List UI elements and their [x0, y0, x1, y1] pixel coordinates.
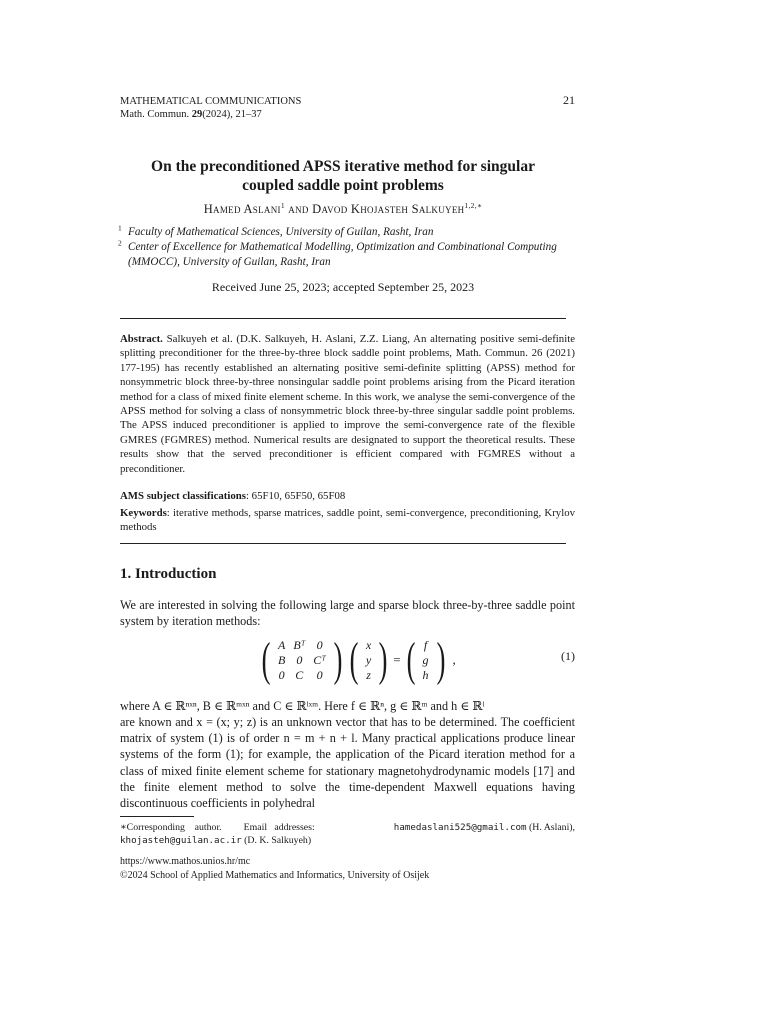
- affiliation-1-text: Faculty of Mathematical Sciences, University of Guilan, Rasht, Iran: [128, 226, 434, 238]
- affiliation-1-num: 1: [118, 223, 122, 233]
- footnote-label: ∗Corresponding author. Email addresses:: [120, 822, 315, 833]
- email-link-1[interactable]: hamedaslani525@gmail.com: [393, 822, 527, 833]
- matrix-cell: C: [295, 667, 304, 682]
- ams-text: : 65F10, 65F50, 65F08: [245, 490, 346, 502]
- affiliation-2-text: Center of Excellence for Mathematical Modelling, Optimization and Combinational Computing (MMOCC), University of Guilan, Rasht, Iran: [128, 241, 557, 268]
- vector-cell: y: [365, 652, 372, 667]
- equation-number: (1): [561, 649, 575, 663]
- ams-label: AMS subject classifications: [120, 490, 246, 502]
- matrix-cell: 0: [278, 667, 285, 682]
- footnote-rule: [120, 816, 194, 817]
- journal-footer: [120, 855, 429, 883]
- affiliation-2: [118, 240, 578, 270]
- abstract-label: Abstract.: [120, 333, 163, 345]
- paper-title: [120, 157, 566, 195]
- footnote-line-2: [120, 834, 575, 847]
- intro-paragraph-1: We are interested in solving the following large and sparse block three-by-three saddle point system by iteration methods:: [120, 598, 575, 629]
- ams-classifications: [120, 489, 575, 503]
- author-2-sup: 1,2,∗: [464, 200, 483, 210]
- matrix-cell: 0: [316, 667, 323, 682]
- affiliation-1: [118, 225, 578, 240]
- vector-table: [419, 638, 433, 683]
- matrix-table: [274, 638, 330, 683]
- page-number: 21: [563, 93, 575, 107]
- author-1-sup: 1: [280, 200, 285, 210]
- right-paren: ): [333, 633, 343, 686]
- citation-prefix: Math. Commun.: [120, 109, 192, 120]
- matrix-cell: Bᵀ: [293, 637, 306, 652]
- keywords-label: Keywords: [120, 507, 167, 519]
- top-divider: [120, 318, 566, 319]
- matrix-cell: Cᵀ: [313, 652, 326, 667]
- volume: 29: [191, 109, 203, 120]
- vector-table: [362, 638, 375, 683]
- citation-suffix: (2024), 21–37: [202, 109, 262, 120]
- keywords-text: : iterative methods, sparse matrices, saddle point, semi-convergence, preconditioning, Krylov methods: [120, 507, 575, 534]
- vector-cell: x: [365, 637, 372, 652]
- affiliations: [118, 225, 578, 270]
- copyright: ©2024 School of Applied Mathematics and Informatics, University of Osijek: [120, 870, 430, 881]
- matrix-cell: 0: [316, 637, 323, 652]
- matrix-cell: B: [277, 652, 286, 667]
- footnote-email-group: [394, 821, 575, 834]
- coefficient-matrix: [258, 633, 346, 686]
- equals-sign: =: [393, 652, 401, 667]
- citation: [120, 108, 301, 121]
- keywords: [120, 506, 575, 535]
- where-line: where A ∈ ℝⁿˣⁿ, B ∈ ℝᵐˣⁿ and C ∈ ℝˡˣᵐ. Here f ∈ ℝⁿ, g ∈ ℝᵐ and h ∈ ℝˡ: [120, 699, 485, 713]
- email-name-2: (D. K. Salkuyeh): [241, 835, 312, 846]
- matrix-cell: A: [277, 637, 286, 652]
- email-link-2[interactable]: khojasteh@guilan.ac.ir: [120, 835, 242, 846]
- received-date: Received June 25, 2023; accepted September 25, 2023: [211, 280, 475, 294]
- author-and: and: [284, 202, 313, 216]
- vector-cell: h: [422, 667, 429, 682]
- left-paren: (: [406, 633, 415, 686]
- title-line-2: coupled saddle point problems: [242, 177, 444, 194]
- affiliation-2-num: 2: [118, 238, 122, 248]
- section-title: 1. Introduction: [120, 566, 217, 582]
- rhs-vector: [403, 633, 449, 686]
- right-paren: ): [378, 633, 388, 686]
- left-paren: (: [261, 633, 271, 686]
- title-line-1: On the preconditioned APSS iterative method for singular: [151, 158, 535, 175]
- bottom-divider: [120, 543, 566, 544]
- authors: [120, 202, 566, 217]
- intro-paragraph-2: are known and x = (x; y; z) is an unknown vector that has to be determined. The coefficient matrix of system (1) is of order n = m + n + l. Many practical applications produce linear systems of the form (1); for example, the application of the Picard iteration method for a class of mixed finite element scheme for stationary magnetohydrodynamic models [17] and the finite element method to solve the time-dependent Maxwell equations having discontinuous coefficients in polyhedral: [120, 715, 575, 811]
- abstract-text: Salkuyeh et al. (D.K. Salkuyeh, H. Aslani, Z.Z. Liang, An alternating positive semi-definite splitting preconditioner for the three-by-three block saddle point problems, Math. Commun. 26 (2021) 177-195) has recently established an alternating positive semi-definite splitting (APSS) method for nonsymmetric block three-by-three nonsingular saddle point problems arising from the Picard iteration method for a class of mixed finite element scheme. In this work, we analyse the semi-convergence of the APSS method for solving a class of nonsymmetric block three-by-three singular saddle point problems. The APSS induced preconditioner is applied to improve the semi-convergence rate of the flexible GMRES (FGMRES) method. Numerical results are designated to support the theoretical results. These results show that the served preconditioner is efficient compared with FGMRES without a preconditioner.: [120, 333, 575, 475]
- vector-cell: g: [422, 652, 429, 667]
- matrix-cell: 0: [296, 652, 303, 667]
- journal-url[interactable]: https://www.mathos.unios.hr/mc: [120, 856, 251, 867]
- author-2: Davod Khojasteh Salkuyeh: [312, 202, 465, 216]
- vector-cell: z: [366, 667, 371, 682]
- footnote: [120, 821, 575, 847]
- left-paren: (: [349, 633, 359, 686]
- equation-body: [258, 635, 456, 685]
- journal-name: MATHEMATICAL COMMUNICATIONS: [120, 96, 302, 107]
- equation-1: [120, 635, 575, 685]
- vector-cell: f: [423, 637, 428, 652]
- footnote-line-1: [120, 821, 575, 834]
- running-header: [120, 95, 301, 121]
- unknown-vector: [346, 633, 391, 686]
- author-1: Hamed Aslani: [203, 202, 281, 216]
- abstract: [120, 332, 575, 476]
- equation-comma: ,: [452, 652, 456, 667]
- right-paren: ): [436, 633, 445, 686]
- email-name-1: (H. Aslani),: [526, 822, 575, 833]
